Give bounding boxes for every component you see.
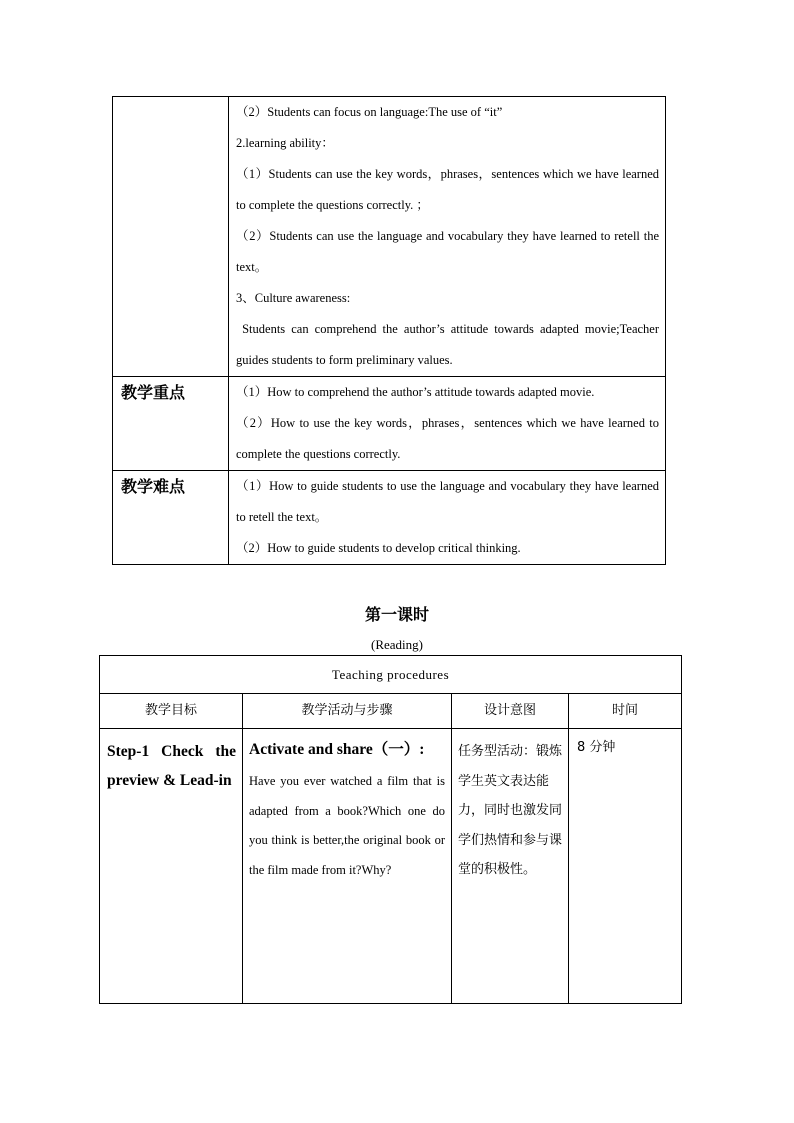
objective-line: Students can comprehend the author’s attitude towards adapted movie;Teacher guides students to form preliminary values.: [236, 322, 663, 367]
objective-line: （2）Students can focus on language:The use of “it”: [236, 105, 503, 119]
objectives-row: [113, 97, 666, 377]
objective-line: （2）Students can use the language and vocabulary they have learned to retell the text。: [236, 229, 659, 274]
column-header: 设计意图: [452, 694, 569, 729]
step-goal: Step-1 Check the preview & Lead-in: [107, 743, 236, 789]
key-points-label: 教学重点: [113, 377, 229, 471]
difficult-points-row: [113, 471, 666, 565]
difficult-points-label: 教学难点: [113, 471, 229, 565]
lesson-subtitle: (Reading): [371, 637, 423, 652]
objectives-table: [112, 96, 666, 565]
activity-text: Have you ever watched a film that is adapted from a book?Which one do you think is better,the original book or the film made from it?Why?: [249, 774, 445, 877]
difficult-point: （2）How to guide students to develop critical thinking.: [236, 541, 521, 555]
column-header: 教学活动与步骤: [243, 694, 452, 729]
key-point: （2）How to use the key words，phrases，sentences which we have learned to complete the questions correctly.: [236, 416, 659, 461]
key-points-content: [229, 377, 666, 471]
objective-line: 2.learning ability：: [236, 136, 334, 150]
difficult-point: （1）How to guide students to use the language and vocabulary they have learned to retell the text。: [236, 479, 659, 524]
column-header: 时间: [569, 694, 682, 729]
time-value: 8 分钟: [577, 740, 616, 755]
objective-line: （1）Students can use the key words，phrases，sentences which we have learned to complete the questions correctly. ；: [236, 167, 659, 212]
empty-label-cell: [113, 97, 229, 377]
header-row: [100, 694, 682, 729]
activity-title: Activate and share（一）:: [249, 741, 425, 758]
design-intent: 任务型活动：锻炼学生英文表达能力，同时也激发同学们热情和参与课堂的积极性。: [458, 744, 563, 877]
objectives-content: [229, 97, 666, 377]
table-row: [100, 729, 682, 1004]
activity-cell: [243, 729, 452, 1004]
goal-cell: [100, 729, 243, 1004]
key-points-row: [113, 377, 666, 471]
column-header: 教学目标: [100, 694, 243, 729]
procedures-table: [99, 655, 682, 1004]
caption-row: [100, 656, 682, 694]
intent-cell: [452, 729, 569, 1004]
objective-line: 3、Culture awareness:: [236, 291, 351, 305]
lesson-title: 第一课时: [364, 605, 429, 624]
time-cell: [569, 729, 682, 1004]
key-point: （1）How to comprehend the author’s attitude towards adapted movie.: [236, 385, 595, 399]
difficult-points-content: [229, 471, 666, 565]
procedures-caption: Teaching procedures: [100, 656, 682, 694]
